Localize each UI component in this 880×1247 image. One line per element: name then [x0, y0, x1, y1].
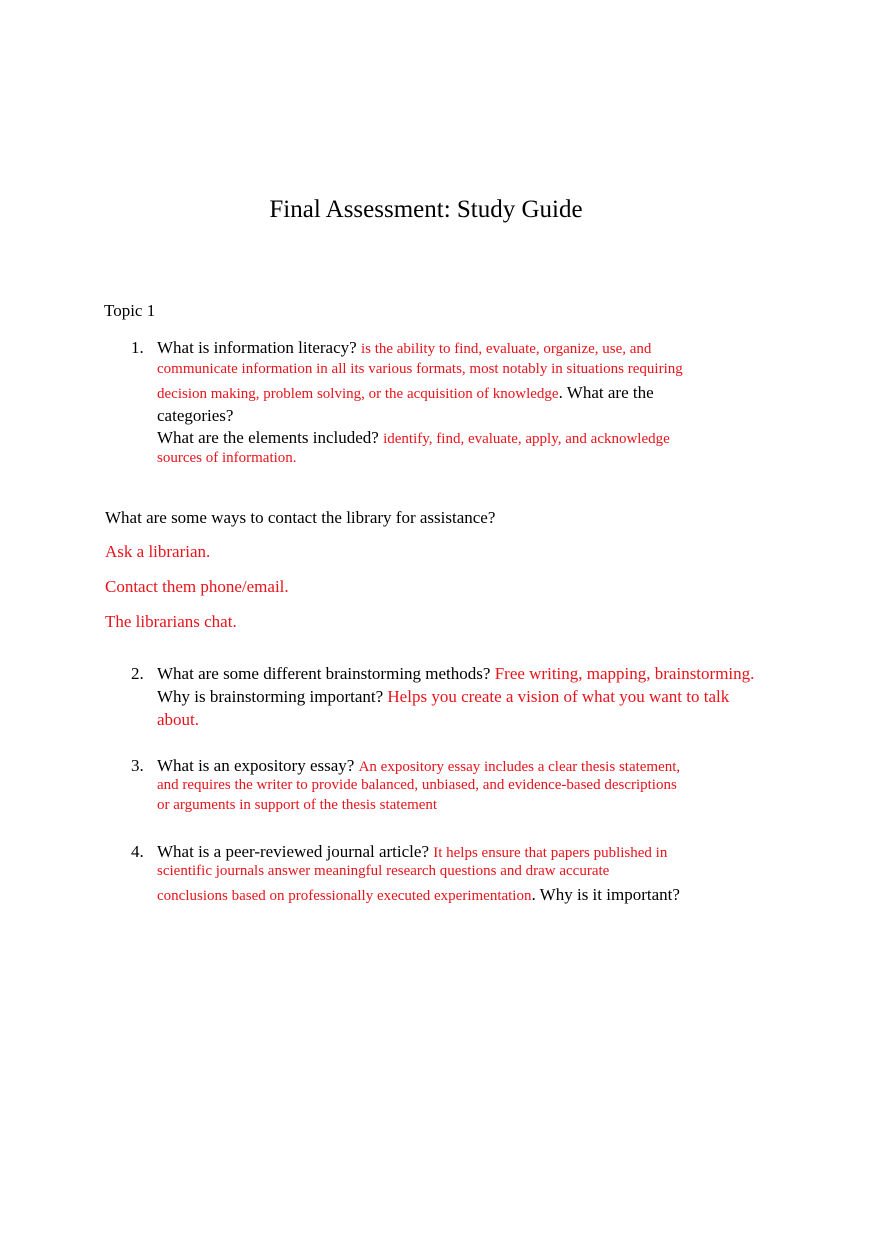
page-title: Final Assessment: Study Guide: [269, 196, 583, 223]
q3-block: [157, 756, 797, 814]
q1-answer-line2: communicate information in all its various formats, most notably in situations requiring: [157, 361, 683, 377]
q2-answer2-line1: Helps you create a vision of what you want to talk: [387, 687, 730, 706]
q1-answer-line1: is the ability to find, evaluate, organize, use, and: [360, 341, 652, 357]
q1-question2: What are the elements included?: [157, 428, 379, 447]
q2-number: 2.: [131, 664, 144, 683]
q4-answer-line3: conclusions based on professionally executed experimentation: [157, 888, 532, 904]
q4-answer-line1: It helps ensure that papers published in: [433, 845, 668, 861]
q2-answer2-line2: about.: [157, 710, 200, 729]
q1-answer-line3: decision making, problem solving, or the acquisition of knowledge: [157, 386, 559, 402]
q2-question: What are some different brainstorming methods?: [157, 664, 491, 683]
q1-block: [157, 338, 797, 467]
q4-followup: . Why is it important?: [531, 885, 680, 904]
q1-answer2-line2: sources of information.: [157, 450, 297, 466]
q2-block: [157, 664, 797, 730]
q1-followup: . What are the: [558, 383, 654, 402]
q4-question: What is a peer-reviewed journal article?: [157, 842, 429, 861]
q3-answer-line3: or arguments in support of the thesis statement: [157, 797, 438, 813]
q3-question: What is an expository essay?: [157, 756, 355, 775]
q4-block: [157, 842, 797, 905]
q1-followup-categories: categories?: [157, 406, 234, 425]
library-answer-2: Contact them phone/email.: [105, 577, 289, 596]
q3-number: 3.: [131, 756, 144, 775]
q2-answer: Free writing, mapping, brainstorming.: [494, 664, 755, 683]
q2-question2: Why is brainstorming important?: [157, 687, 384, 706]
q1-answer2-line1: identify, find, evaluate, apply, and acknowledge: [383, 431, 670, 447]
q4-number: 4.: [131, 842, 144, 861]
q3-answer-line2: and requires the writer to provide balanced, unbiased, and evidence-based descriptions: [157, 777, 677, 793]
q1-number: 1.: [131, 338, 144, 357]
q1-question: What is information literacy?: [157, 338, 357, 357]
library-question: What are some ways to contact the library for assistance?: [105, 508, 496, 527]
library-answer-3: The librarians chat.: [105, 612, 237, 631]
topic-heading: Topic 1: [104, 301, 156, 320]
q4-answer-line2: scientific journals answer meaningful research questions and draw accurate: [157, 863, 610, 879]
library-answer-1: Ask a librarian.: [105, 542, 211, 561]
q3-answer-line1: An expository essay includes a clear thesis statement,: [358, 759, 681, 775]
